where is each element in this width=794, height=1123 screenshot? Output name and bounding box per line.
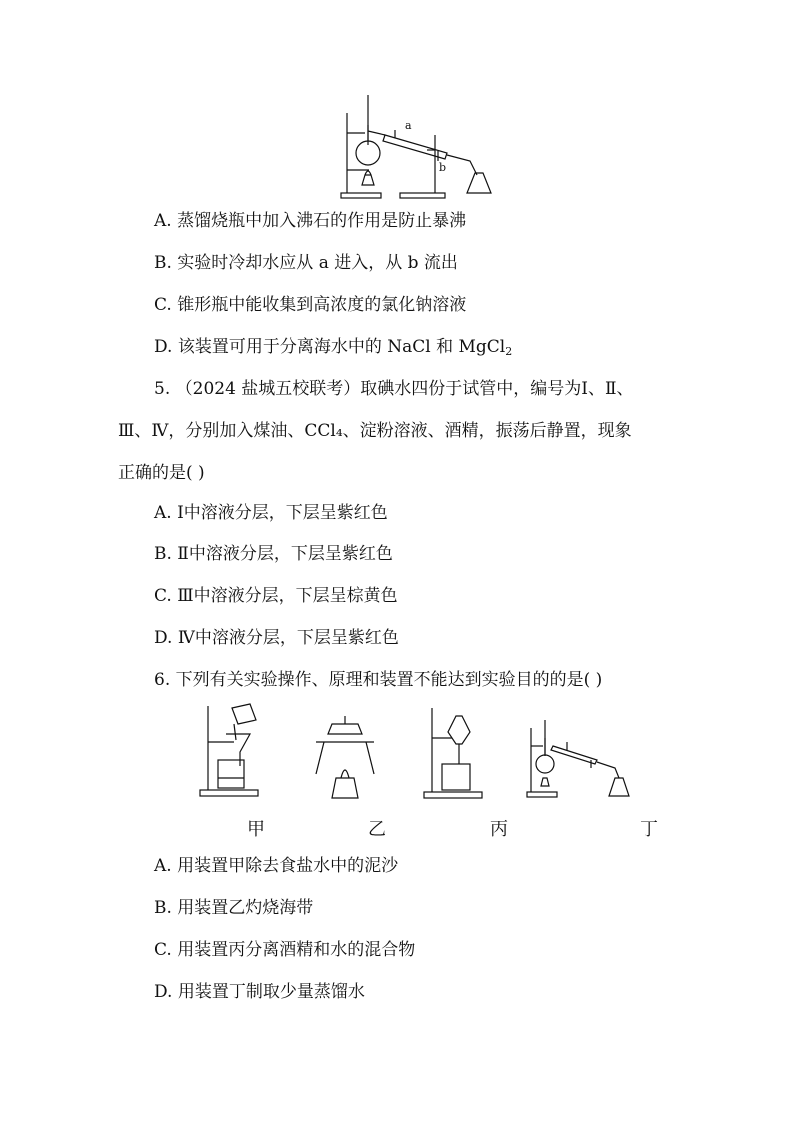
label-a: a (405, 119, 412, 132)
label-bing: 丙 (490, 819, 508, 840)
q6-stem: 6. 下列有关实验操作、原理和装置不能达到实验目的的是( ) (154, 670, 603, 690)
q5-option-a: A. Ⅰ中溶液分层，下层呈紫红色 (154, 503, 388, 523)
q6-option-b: B. 用装置乙灼烧海带 (154, 898, 314, 918)
apparatus-ding-distillation (525, 716, 631, 800)
q4-option-b: B. 实验时冷却水应从 a 进入，从 b 流出 (154, 253, 458, 273)
q5-stem-line2: Ⅲ、Ⅳ，分别加入煤油、CCl₄、淀粉溶液、酒精，振荡后静置，现象 (118, 421, 632, 441)
q5-option-d: D. Ⅳ中溶液分层，下层呈紫红色 (154, 628, 399, 648)
label-b: b (439, 161, 447, 174)
q5-option-c: C. Ⅲ中溶液分层，下层呈棕黄色 (154, 586, 398, 606)
q5-stem-line1: 5. （2024 盐城五校联考）取碘水四份于试管中，编号为Ⅰ、Ⅱ、 (154, 379, 634, 399)
q4-option-d-text: D. 该装置可用于分离海水中的 NaCl 和 MgCl (154, 337, 506, 357)
q6-option-d: D. 用装置丁制取少量蒸馏水 (154, 982, 365, 1002)
distillation-apparatus-figure (335, 95, 495, 200)
label-yi: 乙 (368, 819, 386, 840)
q4-option-c: C. 锥形瓶中能收集到高浓度的氯化钠溶液 (154, 295, 467, 315)
apparatus-yi-crucible (310, 712, 380, 802)
q4-option-a: A. 蒸馏烧瓶中加入沸石的作用是防止暴沸 (154, 211, 467, 231)
q6-option-c: C. 用装置丙分离酒精和水的混合物 (154, 940, 416, 960)
apparatus-bing-separatory-funnel (422, 706, 492, 800)
q5-option-b: B. Ⅱ中溶液分层，下层呈紫红色 (154, 544, 393, 564)
label-jia: 甲 (247, 819, 265, 840)
q4-option-d-subscript: 2 (505, 345, 513, 358)
q4-option-d (154, 336, 512, 363)
q5-stem-line3: 正确的是( ) (118, 463, 205, 483)
apparatus-jia-filtration (198, 700, 278, 800)
label-ding: 丁 (640, 819, 658, 840)
q6-option-a: A. 用装置甲除去食盐水中的泥沙 (154, 856, 399, 876)
